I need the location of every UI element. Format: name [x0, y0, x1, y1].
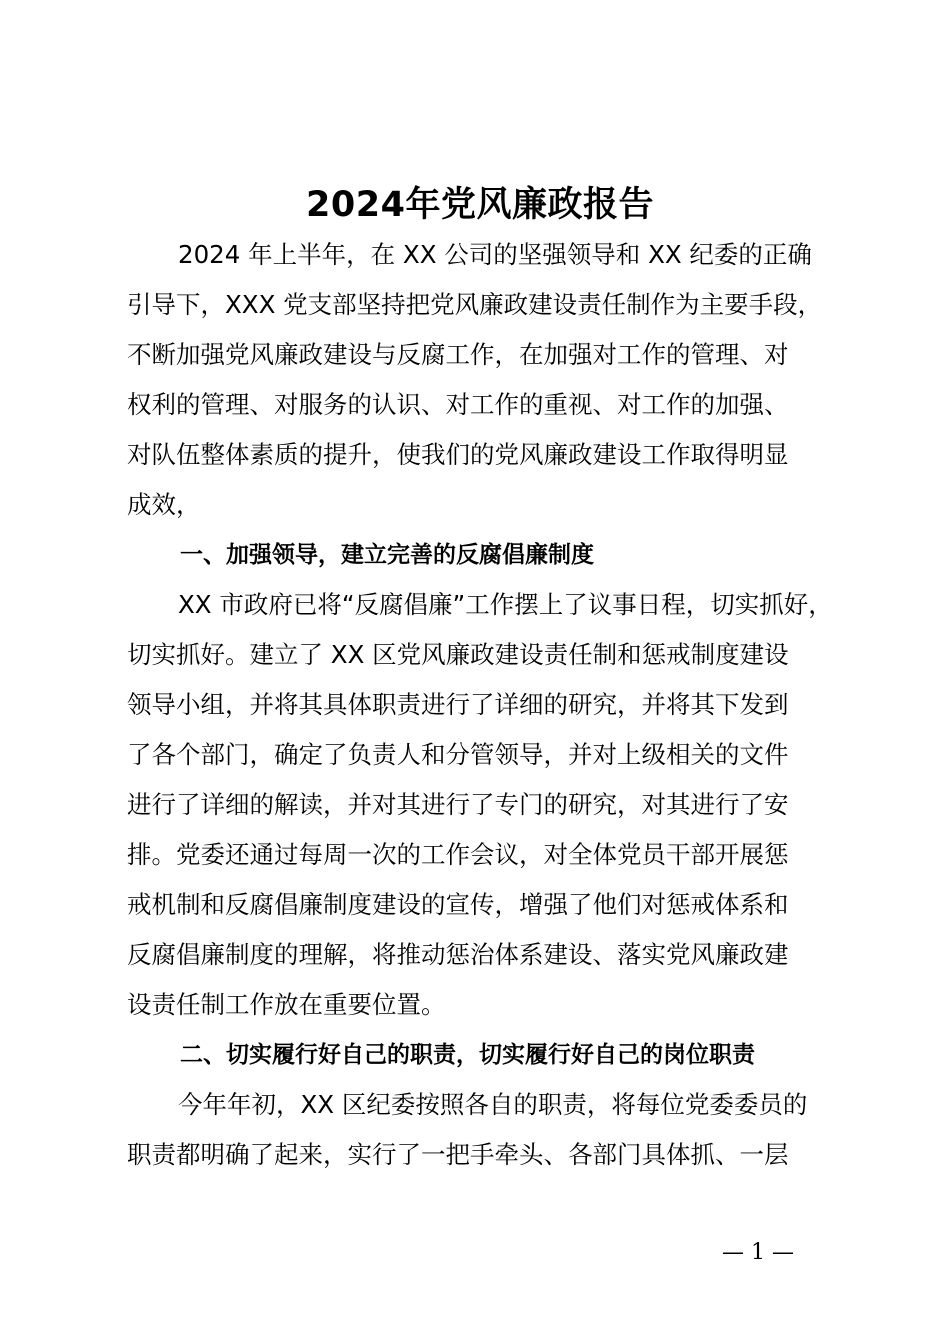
paragraph-line: 成效， — [127, 490, 201, 519]
paragraph-line: 排。党委还通过每周一次的工作会议，对全体党员干部开展惩 — [127, 840, 789, 869]
paragraph-line: 了各个部门，确定了负责人和分管领导，并对上级相关的文件 — [127, 740, 789, 769]
paragraph-line: 领导小组，并将其具体职责进行了详细的研究，并将其下发到 — [127, 690, 789, 719]
document-title: 2024年党风廉政报告 — [306, 185, 654, 225]
section-heading-2: 二、切实履行好自己的职责，切实履行好自己的岗位职责 — [180, 1042, 755, 1068]
page-number: — 1 — — [722, 1240, 794, 1265]
paragraph-line: 今年年初，XX 区纪委按照各自的职责，将每位党委委员的 — [178, 1090, 808, 1119]
paragraph-line: 不断加强党风廉政建设与反腐工作，在加强对工作的管理、对 — [127, 340, 789, 369]
paragraph-line: 对队伍整体素质的提升，使我们的党风廉政建设工作取得明显 — [127, 440, 789, 469]
paragraph-line: XX 市政府已将“反腐倡廉”工作摆上了议事日程，切实抓好， — [178, 590, 833, 619]
paragraph-line: 2024 年上半年，在 XX 公司的坚强领导和 XX 纪委的正确 — [178, 240, 812, 269]
paragraph-line: 戒机制和反腐倡廉制度建设的宣传，增强了他们对惩戒体系和 — [127, 890, 789, 919]
paragraph-line: 进行了详细的解读，并对其进行了专门的研究，对其进行了安 — [127, 790, 789, 819]
paragraph-line: 设责任制工作放在重要位置。 — [127, 990, 446, 1019]
paragraph-line: 职责都明确了起来，实行了一把手牵头、各部门具体抓、一层 — [127, 1140, 789, 1169]
paragraph-line: 切实抓好。建立了 XX 区党风廉政建设责任制和惩戒制度建设 — [127, 640, 789, 669]
paragraph-line: 反腐倡廉制度的理解，将推动惩治体系建设、落实党风廉政建 — [127, 940, 789, 969]
section-heading-1: 一、加强领导，建立完善的反腐倡廉制度 — [180, 542, 594, 568]
paragraph-line: 引导下，XXX 党支部坚持把党风廉政建设责任制作为主要手段， — [127, 290, 823, 319]
paragraph-line: 权利的管理、对服务的认识、对工作的重视、对工作的加强、 — [127, 390, 789, 419]
